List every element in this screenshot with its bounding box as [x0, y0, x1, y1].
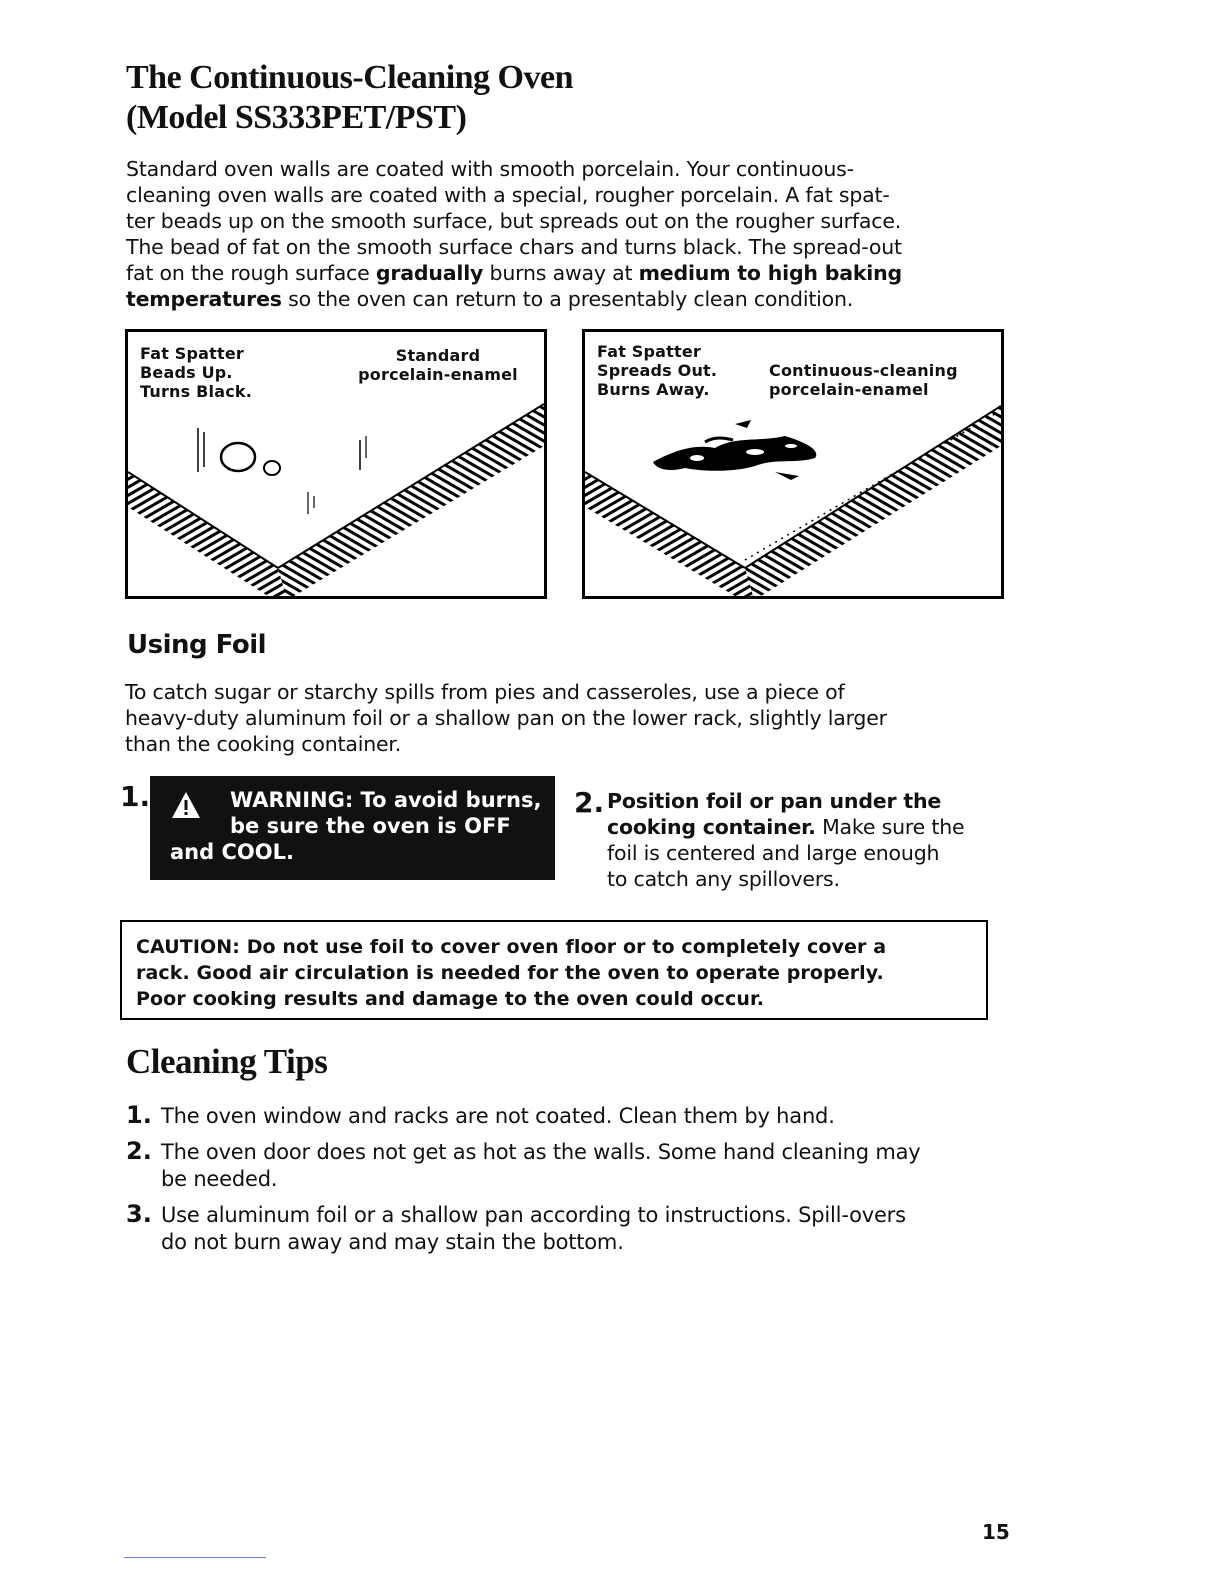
cleaning-tips-list — [126, 1101, 1006, 1263]
step-2-line: cooking container. Make sure the — [607, 815, 965, 839]
rough-surface-illustration — [585, 332, 1001, 596]
figure-continuous-cleaning-porcelain — [582, 329, 1004, 599]
step-2-line: to catch any spillovers. — [607, 867, 840, 891]
caution-box — [120, 920, 988, 1020]
warning-line: be sure the oven is OFF — [230, 814, 511, 838]
step-2-text — [607, 788, 1007, 892]
page-title — [126, 58, 573, 138]
cleaning-tips-heading: Cleaning Tips — [126, 1042, 328, 1081]
foil-line: heavy-duty aluminum foil or a shallow pan on the lower rack, slightly larger — [125, 706, 887, 730]
caution-text — [136, 934, 982, 1012]
figure-label: Fat Spatter — [597, 342, 702, 361]
step-2-line: Position foil or pan under the — [607, 789, 942, 813]
intro-paragraph — [126, 156, 986, 312]
step-1-number: 1. — [120, 780, 151, 813]
smooth-surface-illustration — [128, 332, 544, 596]
tip-line: do not burn away and may stain the bottom. — [161, 1230, 624, 1254]
tip-line: be needed. — [161, 1167, 278, 1191]
title-line-1: The Continuous-Cleaning Oven — [126, 59, 573, 96]
caution-line: CAUTION: Do not use foil to cover oven floor or to completely cover a — [136, 936, 887, 958]
caution-line: rack. Good air circulation is needed for the oven to operate properly. — [136, 962, 884, 984]
using-foil-paragraph — [125, 679, 985, 757]
figure-label: Spreads Out. — [597, 361, 718, 380]
intro-line: fat on the rough surface gradually burns away at medium to high baking — [126, 261, 902, 285]
tip-number: 1. — [126, 1101, 152, 1129]
foil-line: than the cooking container. — [125, 732, 402, 756]
page-number: 15 — [982, 1520, 1010, 1544]
list-item — [126, 1101, 1006, 1137]
list-item — [126, 1200, 1006, 1263]
list-item — [126, 1137, 1006, 1200]
figure-label: Standard — [395, 346, 481, 365]
warning-line: WARNING: To avoid burns, — [230, 788, 542, 812]
foil-line: To catch sugar or starchy spills from pies and casseroles, use a piece of — [125, 680, 845, 704]
tip-line: The oven door does not get as hot as the walls. Some hand cleaning may — [161, 1140, 921, 1164]
figure-label: Continuous-cleaning — [769, 361, 958, 380]
warning-triangle-icon — [171, 790, 201, 820]
figure-label: porcelain-enamel — [358, 365, 518, 384]
figure-label: porcelain-enamel — [769, 380, 929, 399]
figure-standard-porcelain — [125, 329, 547, 599]
intro-line: temperatures so the oven can return to a presentably clean condition. — [126, 287, 854, 311]
step-2-line: foil is centered and large enough — [607, 841, 940, 865]
tip-number: 2. — [126, 1137, 152, 1165]
tip-line: Use aluminum foil or a shallow pan according to instructions. Spill-overs — [161, 1203, 906, 1227]
intro-line: Standard oven walls are coated with smooth porcelain. Your continuous- — [126, 157, 854, 181]
intro-line: The bead of fat on the smooth surface chars and turns black. The spread-out — [126, 235, 902, 259]
intro-line: cleaning oven walls are coated with a special, rougher porcelain. A fat spat- — [126, 183, 890, 207]
warning-box — [150, 776, 555, 880]
intro-line: ter beads up on the smooth surface, but spreads out on the rougher surface. — [126, 209, 902, 233]
footer-rule — [124, 1557, 266, 1558]
figure-label: Turns Black. — [140, 382, 253, 401]
tip-line: The oven window and racks are not coated. Clean them by hand. — [161, 1104, 835, 1128]
caution-line: Poor cooking results and damage to the oven could occur. — [136, 988, 765, 1010]
step-2-number: 2. — [574, 786, 605, 819]
tip-number: 3. — [126, 1200, 152, 1228]
title-line-2: (Model SS333PET/PST) — [126, 99, 467, 136]
figure-label: Burns Away. — [597, 380, 710, 399]
figure-label: Fat Spatter — [140, 344, 245, 363]
using-foil-heading: Using Foil — [127, 630, 267, 660]
warning-line: and COOL. — [170, 840, 294, 864]
figure-label: Beads Up. — [140, 363, 233, 382]
